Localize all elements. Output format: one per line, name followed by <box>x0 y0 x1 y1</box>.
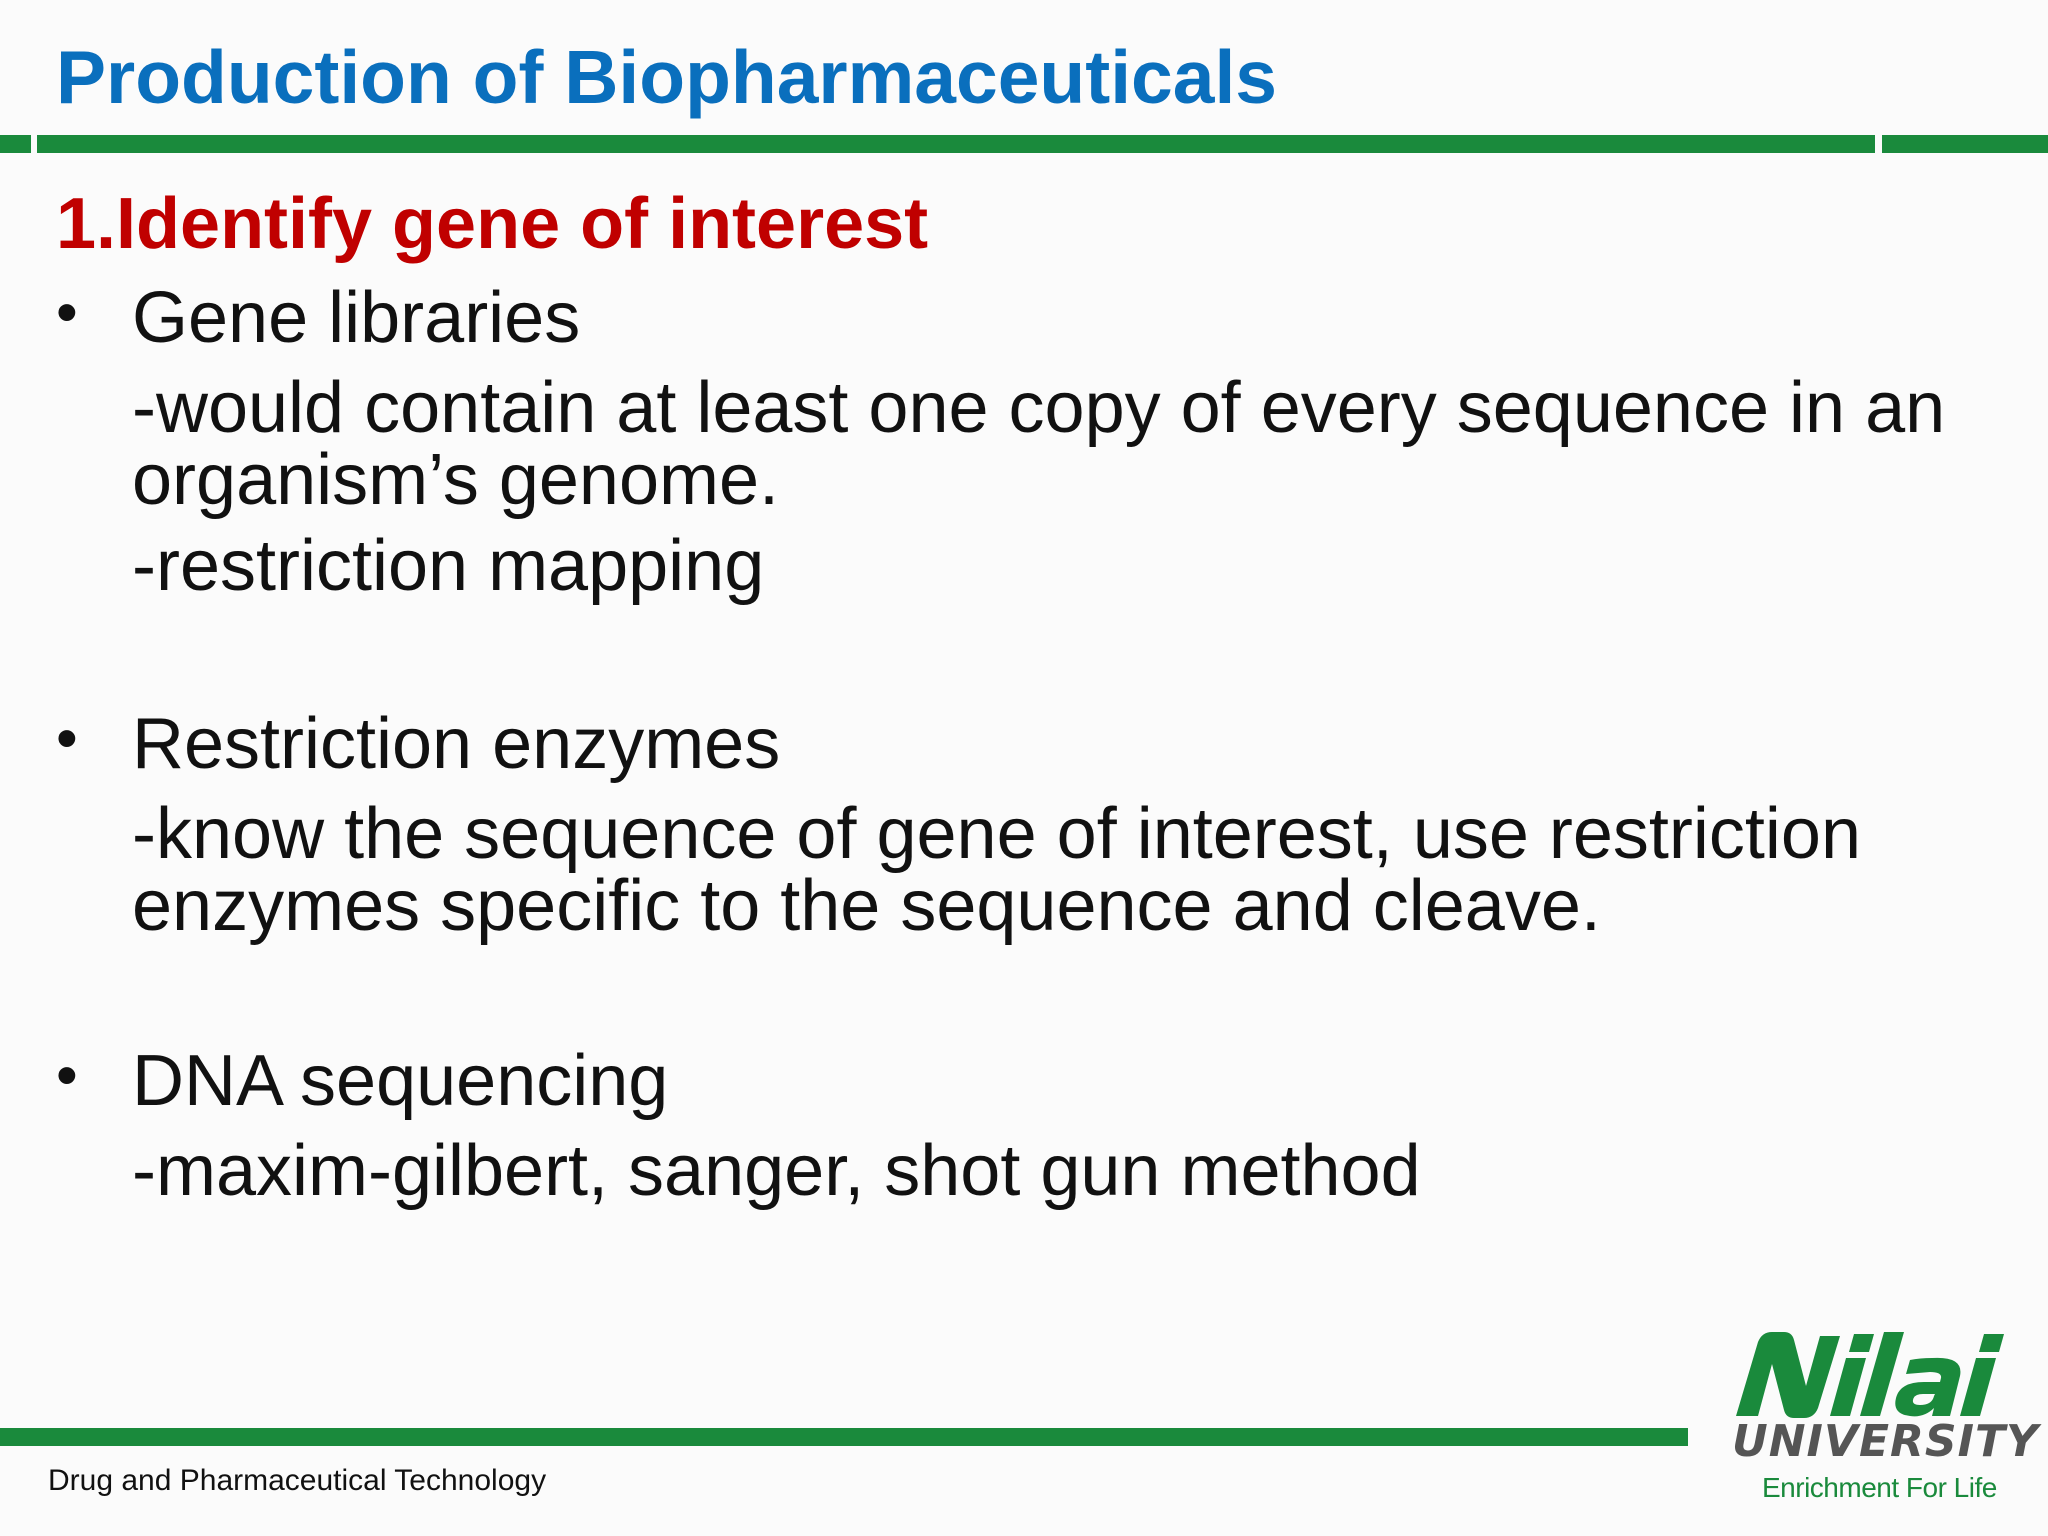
bullet-item-restriction-enzymes <box>56 704 2016 946</box>
header-divider-right <box>1882 135 2048 153</box>
footer-divider <box>0 1428 1688 1446</box>
bullet-dot-icon: • <box>56 278 78 347</box>
bullet-label: DNA sequencing <box>132 1041 669 1121</box>
bullet-subtext: -know the sequence of gene of interest, use restriction enzymes specific to the sequence and cleave. <box>132 794 1861 946</box>
nilai-wordmark-logo <box>1728 1328 2028 1420</box>
bullet-item-dna-sequencing <box>56 1041 2016 1211</box>
header-divider <box>37 135 1875 153</box>
bullet-item-gene-libraries <box>56 278 2016 606</box>
bullet-label: Gene libraries <box>132 278 581 358</box>
footer-course-name: Drug and Pharmaceutical Technology <box>48 1464 547 1497</box>
section-heading: 1.Identify gene of interest <box>56 184 929 264</box>
slide-title: Production of Biopharmaceuticals <box>56 35 1278 119</box>
university-logo <box>1728 1328 2039 1508</box>
bullet-dot-icon: • <box>56 1041 78 1110</box>
bullet-subtext: -restriction mapping <box>132 526 765 606</box>
bullet-dot-icon: • <box>56 704 78 773</box>
logo-tagline: Enrichment For Life <box>1762 1472 1997 1503</box>
logo-university-text: UNIVERSITY <box>1732 1416 2039 1467</box>
bullet-label: Restriction enzymes <box>132 704 781 784</box>
bullet-subtext: -would contain at least one copy of every sequence in an organism’s genome. <box>132 368 1946 520</box>
bullet-subtext: -maxim-gilbert, sanger, shot gun method <box>132 1131 1421 1211</box>
header-divider-left <box>0 135 31 153</box>
